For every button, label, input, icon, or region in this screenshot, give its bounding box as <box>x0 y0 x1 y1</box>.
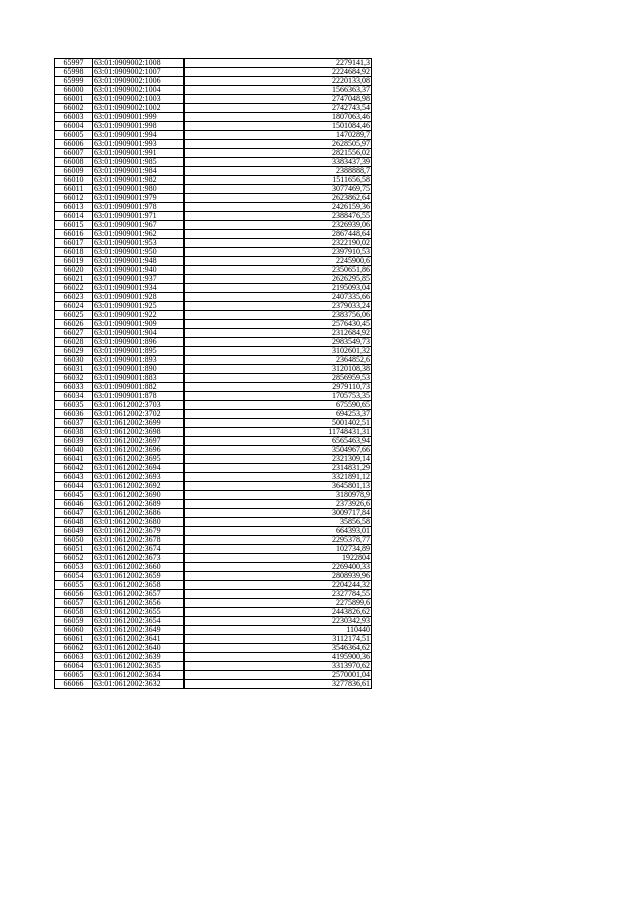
cadastral-number-cell: 63:01:0909001:922 <box>93 311 185 320</box>
value-cell: 2576430,45 <box>184 320 372 329</box>
cadastral-number-cell: 63:01:0909001:971 <box>93 212 185 221</box>
cadastral-number-cell: 63:01:0612002:3639 <box>93 653 185 662</box>
table-row <box>55 446 372 455</box>
cadastral-number-cell: 63:01:0909001:948 <box>93 257 185 266</box>
cadastral-number-cell: 63:01:0909001:934 <box>93 284 185 293</box>
value-cell: 2443826,62 <box>184 608 372 617</box>
cadastral-number-cell: 63:01:0909001:882 <box>93 383 185 392</box>
table-row <box>55 338 372 347</box>
cadastral-number-cell: 63:01:0612002:3635 <box>93 662 185 671</box>
cadastral-number-cell: 63:01:0612002:3694 <box>93 464 185 473</box>
value-cell: 2295378,77 <box>184 536 372 545</box>
table-row <box>55 644 372 653</box>
table-row <box>55 77 372 86</box>
row-number-cell: 66028 <box>55 338 93 347</box>
table-row <box>55 581 372 590</box>
value-cell: 2204244,32 <box>184 581 372 590</box>
table-row <box>55 491 372 500</box>
row-number-cell: 66012 <box>55 194 93 203</box>
value-cell: 2407335,66 <box>184 293 372 302</box>
value-cell: 2426159,36 <box>184 203 372 212</box>
table-row <box>55 203 372 212</box>
value-cell: 2326939,06 <box>184 221 372 230</box>
cadastral-number-cell: 63:01:0909001:928 <box>93 293 185 302</box>
table-row <box>55 653 372 662</box>
cadastral-number-cell: 63:01:0612002:3655 <box>93 608 185 617</box>
table-row <box>55 545 372 554</box>
cadastral-number-cell: 63:01:0612002:3632 <box>93 680 185 689</box>
table-row <box>55 500 372 509</box>
row-number-cell: 66062 <box>55 644 93 653</box>
value-cell: 3383437,39 <box>184 158 372 167</box>
cadastral-number-cell: 63:01:0612002:3660 <box>93 563 185 572</box>
row-number-cell: 66061 <box>55 635 93 644</box>
row-number-cell: 66008 <box>55 158 93 167</box>
cadastral-number-cell: 63:01:0612002:3699 <box>93 419 185 428</box>
value-cell: 664393,01 <box>184 527 372 536</box>
value-cell: 3009717,84 <box>184 509 372 518</box>
cadastral-number-cell: 63:01:0612002:3680 <box>93 518 185 527</box>
cadastral-number-cell: 63:01:0909001:979 <box>93 194 185 203</box>
row-number-cell: 66002 <box>55 104 93 113</box>
row-number-cell: 66022 <box>55 284 93 293</box>
row-number-cell: 65999 <box>55 77 93 86</box>
value-cell: 2867448,64 <box>184 230 372 239</box>
value-cell: 3180978,9 <box>184 491 372 500</box>
table-row <box>55 392 372 401</box>
table-row <box>55 401 372 410</box>
table-row <box>55 662 372 671</box>
cadastral-number-cell: 63:01:0612002:3657 <box>93 590 185 599</box>
cadastral-number-cell: 63:01:0612002:3696 <box>93 446 185 455</box>
table-row <box>55 140 372 149</box>
cadastral-number-cell: 63:01:0909001:940 <box>93 266 185 275</box>
value-cell: 2373926,6 <box>184 500 372 509</box>
value-cell: 2327784,55 <box>184 590 372 599</box>
row-number-cell: 66016 <box>55 230 93 239</box>
value-cell: 2388888,7 <box>184 167 372 176</box>
cadastral-number-cell: 63:01:0612002:3692 <box>93 482 185 491</box>
table-row <box>55 572 372 581</box>
value-cell: 2628505,97 <box>184 140 372 149</box>
cadastral-number-cell: 63:01:0612002:3673 <box>93 554 185 563</box>
cadastral-number-cell: 63:01:0612002:3690 <box>93 491 185 500</box>
row-number-cell: 66056 <box>55 590 93 599</box>
table-row <box>55 464 372 473</box>
table-row <box>55 248 372 257</box>
value-cell: 1501084,46 <box>184 122 372 131</box>
row-number-cell: 66033 <box>55 383 93 392</box>
value-cell: 2245900,6 <box>184 257 372 266</box>
value-cell: 2808939,96 <box>184 572 372 581</box>
row-number-cell: 66048 <box>55 518 93 527</box>
cadastral-number-cell: 63:01:0612002:3641 <box>93 635 185 644</box>
value-cell: 1566363,37 <box>184 86 372 95</box>
table-row <box>55 527 372 536</box>
row-number-cell: 66021 <box>55 275 93 284</box>
table-row <box>55 509 372 518</box>
row-number-cell: 66038 <box>55 428 93 437</box>
table-row <box>55 86 372 95</box>
table-row <box>55 131 372 140</box>
cadastral-number-cell: 63:01:0612002:3658 <box>93 581 185 590</box>
row-number-cell: 66034 <box>55 392 93 401</box>
table-row <box>55 320 372 329</box>
value-cell: 2623862,64 <box>184 194 372 203</box>
table-body <box>55 59 372 689</box>
row-number-cell: 66053 <box>55 563 93 572</box>
value-cell: 1922804 <box>184 554 372 563</box>
cadastral-number-cell: 63:01:0909001:967 <box>93 221 185 230</box>
value-cell: 2230342,93 <box>184 617 372 626</box>
cadastral-number-cell: 63:01:0612002:3634 <box>93 671 185 680</box>
cadastral-number-cell: 63:01:0909002:1007 <box>93 68 185 77</box>
row-number-cell: 65997 <box>55 59 93 68</box>
value-cell: 2350651,86 <box>184 266 372 275</box>
row-number-cell: 66049 <box>55 527 93 536</box>
cadastral-number-cell: 63:01:0909001:982 <box>93 176 185 185</box>
table-row <box>55 680 372 689</box>
table-row <box>55 59 372 68</box>
table-row <box>55 293 372 302</box>
table-row <box>55 617 372 626</box>
cadastral-number-cell: 63:01:0909001:937 <box>93 275 185 284</box>
table-row <box>55 176 372 185</box>
cadastral-number-cell: 63:01:0909001:993 <box>93 140 185 149</box>
table-row <box>55 536 372 545</box>
cadastral-number-cell: 63:01:0909001:984 <box>93 167 185 176</box>
table-row <box>55 563 372 572</box>
cadastral-number-cell: 63:01:0909001:994 <box>93 131 185 140</box>
row-number-cell: 66010 <box>55 176 93 185</box>
table-row <box>55 608 372 617</box>
table-row <box>55 284 372 293</box>
row-number-cell: 66031 <box>55 365 93 374</box>
value-cell: 2979110,73 <box>184 383 372 392</box>
value-cell: 3645801,13 <box>184 482 372 491</box>
value-cell: 2322190,02 <box>184 239 372 248</box>
table-row <box>55 113 372 122</box>
cadastral-number-cell: 63:01:0909001:980 <box>93 185 185 194</box>
value-cell: 2856959,53 <box>184 374 372 383</box>
value-cell: 35856,58 <box>184 518 372 527</box>
row-number-cell: 66054 <box>55 572 93 581</box>
cadastral-number-cell: 63:01:0909001:985 <box>93 158 185 167</box>
value-cell: 1470289,7 <box>184 131 372 140</box>
row-number-cell: 66064 <box>55 662 93 671</box>
value-cell: 2321309,14 <box>184 455 372 464</box>
cadastral-number-cell: 63:01:0612002:3698 <box>93 428 185 437</box>
value-cell: 1807063,46 <box>184 113 372 122</box>
table-row <box>55 122 372 131</box>
table-row <box>55 266 372 275</box>
table-row <box>55 635 372 644</box>
row-number-cell: 66063 <box>55 653 93 662</box>
value-cell: 3321891,12 <box>184 473 372 482</box>
table-row <box>55 68 372 77</box>
row-number-cell: 66040 <box>55 446 93 455</box>
cadastral-number-cell: 63:01:0909001:978 <box>93 203 185 212</box>
row-number-cell: 66015 <box>55 221 93 230</box>
table-row <box>55 365 372 374</box>
cadastral-number-cell: 63:01:0612002:3697 <box>93 437 185 446</box>
cadastral-number-cell: 63:01:0909001:878 <box>93 392 185 401</box>
row-number-cell: 66057 <box>55 599 93 608</box>
row-number-cell: 66030 <box>55 356 93 365</box>
value-cell: 2279141,3 <box>184 59 372 68</box>
row-number-cell: 66046 <box>55 500 93 509</box>
table-row <box>55 626 372 635</box>
row-number-cell: 66045 <box>55 491 93 500</box>
row-number-cell: 66001 <box>55 95 93 104</box>
table-row <box>55 275 372 284</box>
value-cell: 2570001,04 <box>184 671 372 680</box>
value-cell: 2364852,6 <box>184 356 372 365</box>
row-number-cell: 66027 <box>55 329 93 338</box>
row-number-cell: 66041 <box>55 455 93 464</box>
cadastral-number-cell: 63:01:0909001:904 <box>93 329 185 338</box>
cadastral-number-cell: 63:01:0909002:1002 <box>93 104 185 113</box>
cadastral-number-cell: 63:01:0612002:3695 <box>93 455 185 464</box>
table-row <box>55 230 372 239</box>
value-cell: 110440 <box>184 626 372 635</box>
cadastral-number-cell: 63:01:0612002:3649 <box>93 626 185 635</box>
row-number-cell: 66004 <box>55 122 93 131</box>
cadastral-number-cell: 63:01:0909001:909 <box>93 320 185 329</box>
cadastral-number-cell: 63:01:0909001:925 <box>93 302 185 311</box>
row-number-cell: 66065 <box>55 671 93 680</box>
value-cell: 1511656,58 <box>184 176 372 185</box>
row-number-cell: 66051 <box>55 545 93 554</box>
value-cell: 694253,37 <box>184 410 372 419</box>
cadastral-number-cell: 63:01:0612002:3686 <box>93 509 185 518</box>
row-number-cell: 65998 <box>55 68 93 77</box>
row-number-cell: 66026 <box>55 320 93 329</box>
table-row <box>55 455 372 464</box>
cadastral-number-cell: 63:01:0909001:950 <box>93 248 185 257</box>
row-number-cell: 66023 <box>55 293 93 302</box>
value-cell: 2742743,54 <box>184 104 372 113</box>
value-cell: 675590,65 <box>184 401 372 410</box>
row-number-cell: 66018 <box>55 248 93 257</box>
cadastral-number-cell: 63:01:0909001:890 <box>93 365 185 374</box>
value-cell: 2224684,92 <box>184 68 372 77</box>
cadastral-number-cell: 63:01:0909002:1003 <box>93 95 185 104</box>
row-number-cell: 66044 <box>55 482 93 491</box>
row-number-cell: 66020 <box>55 266 93 275</box>
table-row <box>55 302 372 311</box>
table-row <box>55 437 372 446</box>
value-cell: 2275899,6 <box>184 599 372 608</box>
table-row <box>55 95 372 104</box>
row-number-cell: 66024 <box>55 302 93 311</box>
row-number-cell: 66036 <box>55 410 93 419</box>
value-cell: 5001402,51 <box>184 419 372 428</box>
cadastral-number-cell: 63:01:0909001:953 <box>93 239 185 248</box>
table-row <box>55 257 372 266</box>
table-row <box>55 482 372 491</box>
row-number-cell: 66050 <box>55 536 93 545</box>
cadastral-number-cell: 63:01:0612002:3656 <box>93 599 185 608</box>
value-cell: 2388476,55 <box>184 212 372 221</box>
value-cell: 2983549,73 <box>184 338 372 347</box>
row-number-cell: 66055 <box>55 581 93 590</box>
value-cell: 2220133,08 <box>184 77 372 86</box>
table-row <box>55 185 372 194</box>
cadastral-number-cell: 63:01:0909001:999 <box>93 113 185 122</box>
cadastral-number-cell: 63:01:0909001:991 <box>93 149 185 158</box>
value-cell: 2314831,29 <box>184 464 372 473</box>
data-table <box>54 58 372 689</box>
value-cell: 2195093,04 <box>184 284 372 293</box>
row-number-cell: 66037 <box>55 419 93 428</box>
cadastral-number-cell: 63:01:0612002:3654 <box>93 617 185 626</box>
table-row <box>55 239 372 248</box>
row-number-cell: 66058 <box>55 608 93 617</box>
table-row <box>55 419 372 428</box>
row-number-cell: 66059 <box>55 617 93 626</box>
cadastral-number-cell: 63:01:0909002:1008 <box>93 59 185 68</box>
value-cell: 2269400,33 <box>184 563 372 572</box>
cadastral-number-cell: 63:01:0909002:1006 <box>93 77 185 86</box>
cadastral-number-cell: 63:01:0612002:3659 <box>93 572 185 581</box>
cadastral-number-cell: 63:01:0909001:895 <box>93 347 185 356</box>
row-number-cell: 66060 <box>55 626 93 635</box>
table-row <box>55 554 372 563</box>
table-row <box>55 347 372 356</box>
table-row <box>55 194 372 203</box>
row-number-cell: 66017 <box>55 239 93 248</box>
cadastral-number-cell: 63:01:0909002:1004 <box>93 86 185 95</box>
value-cell: 102734,89 <box>184 545 372 554</box>
cadastral-number-cell: 63:01:0612002:3678 <box>93 536 185 545</box>
value-cell: 2626295,85 <box>184 275 372 284</box>
table-row <box>55 212 372 221</box>
row-number-cell: 66011 <box>55 185 93 194</box>
row-number-cell: 66009 <box>55 167 93 176</box>
row-number-cell: 66039 <box>55 437 93 446</box>
table-row <box>55 167 372 176</box>
value-cell: 2747048,98 <box>184 95 372 104</box>
cadastral-number-cell: 63:01:0612002:3703 <box>93 401 185 410</box>
table-row <box>55 428 372 437</box>
table-row <box>55 383 372 392</box>
value-cell: 6565463,94 <box>184 437 372 446</box>
table-row <box>55 329 372 338</box>
table-row <box>55 149 372 158</box>
table-row <box>55 311 372 320</box>
cadastral-number-cell: 63:01:0612002:3674 <box>93 545 185 554</box>
value-cell: 2397910,53 <box>184 248 372 257</box>
cadastral-number-cell: 63:01:0909001:998 <box>93 122 185 131</box>
row-number-cell: 66013 <box>55 203 93 212</box>
row-number-cell: 66025 <box>55 311 93 320</box>
row-number-cell: 66014 <box>55 212 93 221</box>
row-number-cell: 66019 <box>55 257 93 266</box>
value-cell: 2821556,02 <box>184 149 372 158</box>
table-row <box>55 356 372 365</box>
row-number-cell: 66032 <box>55 374 93 383</box>
cadastral-number-cell: 63:01:0612002:3702 <box>93 410 185 419</box>
value-cell: 3120108,38 <box>184 365 372 374</box>
row-number-cell: 66007 <box>55 149 93 158</box>
value-cell: 2383756,06 <box>184 311 372 320</box>
table-row <box>55 158 372 167</box>
value-cell: 3546364,62 <box>184 644 372 653</box>
value-cell: 3112174,51 <box>184 635 372 644</box>
row-number-cell: 66066 <box>55 680 93 689</box>
table-row <box>55 518 372 527</box>
cadastral-number-cell: 63:01:0909001:896 <box>93 338 185 347</box>
table-row <box>55 599 372 608</box>
value-cell: 2379033,24 <box>184 302 372 311</box>
value-cell: 3313970,62 <box>184 662 372 671</box>
table-row <box>55 671 372 680</box>
value-cell: 11748431,31 <box>184 428 372 437</box>
value-cell: 3077469,75 <box>184 185 372 194</box>
table-row <box>55 590 372 599</box>
row-number-cell: 66005 <box>55 131 93 140</box>
value-cell: 1705753,35 <box>184 392 372 401</box>
table-row <box>55 104 372 113</box>
table-row <box>55 221 372 230</box>
cadastral-number-cell: 63:01:0909001:962 <box>93 230 185 239</box>
row-number-cell: 66029 <box>55 347 93 356</box>
row-number-cell: 66006 <box>55 140 93 149</box>
row-number-cell: 66000 <box>55 86 93 95</box>
table-row <box>55 374 372 383</box>
value-cell: 2312684,92 <box>184 329 372 338</box>
cadastral-number-cell: 63:01:0909001:883 <box>93 374 185 383</box>
row-number-cell: 66043 <box>55 473 93 482</box>
cadastral-number-cell: 63:01:0612002:3640 <box>93 644 185 653</box>
row-number-cell: 66052 <box>55 554 93 563</box>
row-number-cell: 66047 <box>55 509 93 518</box>
value-cell: 3102601,32 <box>184 347 372 356</box>
row-number-cell: 66035 <box>55 401 93 410</box>
table-row <box>55 473 372 482</box>
value-cell: 3277836,61 <box>184 680 372 689</box>
cadastral-number-cell: 63:01:0612002:3693 <box>93 473 185 482</box>
value-cell: 3504967,66 <box>184 446 372 455</box>
cadastral-number-cell: 63:01:0612002:3689 <box>93 500 185 509</box>
row-number-cell: 66042 <box>55 464 93 473</box>
cadastral-number-cell: 63:01:0612002:3679 <box>93 527 185 536</box>
row-number-cell: 66003 <box>55 113 93 122</box>
cadastral-number-cell: 63:01:0909001:893 <box>93 356 185 365</box>
table-row <box>55 410 372 419</box>
value-cell: 4195900,36 <box>184 653 372 662</box>
